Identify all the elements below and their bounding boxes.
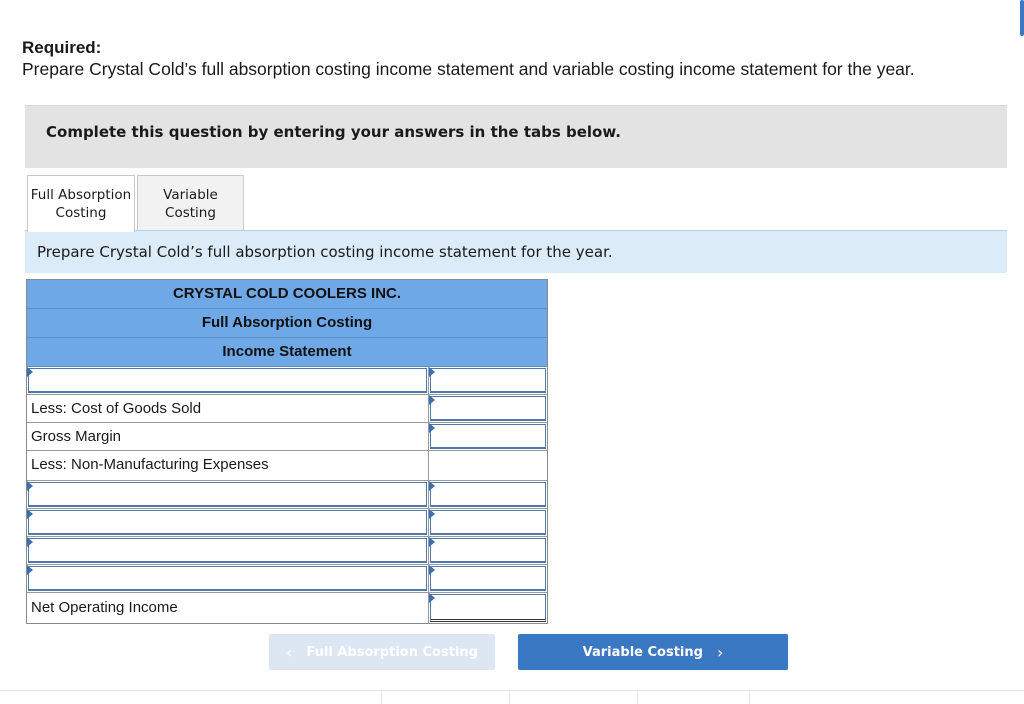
row-label: Less: Non-Manufacturing Expenses [27, 451, 429, 480]
scroll-indicator[interactable] [1020, 0, 1024, 36]
company-name-header: CRYSTAL COLD COOLERS INC. [27, 280, 547, 309]
input-marker-icon [429, 509, 435, 519]
amount-input[interactable] [429, 367, 547, 394]
tab-label: Full Absorption Costing [30, 187, 132, 221]
expense-amount-input[interactable] [429, 565, 547, 592]
chevron-right-icon: › [716, 642, 724, 662]
input-marker-icon [429, 423, 435, 433]
statement-row [27, 481, 547, 509]
footer-divider-tick [509, 691, 510, 704]
cost-of-goods-sold-input[interactable] [429, 395, 547, 422]
row-label: Net Operating Income [27, 593, 429, 623]
statement-row [27, 451, 547, 481]
footer-divider-tick [637, 691, 638, 704]
footer-divider-tick [749, 691, 750, 704]
empty-amount-cell [429, 451, 547, 480]
statement-row [27, 593, 547, 623]
required-heading: Required: [22, 38, 102, 57]
input-marker-icon [429, 367, 435, 377]
expense-amount-input[interactable] [429, 481, 547, 508]
statement-row [27, 509, 547, 537]
instruction-box [25, 105, 1007, 168]
expense-amount-input[interactable] [429, 537, 547, 564]
prompt-text: Prepare Crystal Cold’s full absorption costing income statement for the year. [37, 243, 613, 261]
row-label: Gross Margin [27, 423, 429, 450]
chevron-left-icon: ‹ [286, 642, 293, 662]
dropdown-marker-icon [27, 481, 33, 491]
statement-row [27, 537, 547, 565]
input-marker-icon [429, 395, 435, 405]
dropdown-marker-icon [27, 509, 33, 519]
tab-full-absorption-costing[interactable] [27, 175, 135, 232]
previous-tab-label: Full Absorption Costing [306, 644, 478, 660]
tab-label: Variable Costing [163, 187, 218, 221]
tab-variable-costing[interactable] [137, 175, 244, 231]
expense-label-dropdown[interactable] [27, 565, 429, 592]
income-statement-table [26, 279, 548, 624]
expense-label-dropdown[interactable] [27, 481, 429, 508]
dropdown-marker-icon [27, 565, 33, 575]
footer-divider-tick [381, 691, 382, 704]
instruction-text: Complete this question by entering your answers in the tabs below. [46, 123, 621, 141]
statement-row [27, 423, 547, 451]
costing-method-header: Full Absorption Costing [27, 309, 547, 338]
gross-margin-input[interactable] [429, 423, 547, 450]
dropdown-marker-icon [27, 537, 33, 547]
statement-row [27, 395, 547, 423]
next-tab-label: Variable Costing [582, 644, 703, 660]
line-item-label-dropdown[interactable] [27, 367, 429, 394]
dropdown-marker-icon [27, 367, 33, 377]
footer-divider [0, 690, 1024, 691]
input-marker-icon [429, 565, 435, 575]
statement-row [27, 565, 547, 593]
input-marker-icon [429, 481, 435, 491]
expense-amount-input[interactable] [429, 509, 547, 536]
statement-title-header: Income Statement [27, 338, 547, 367]
prompt-bar [25, 230, 1007, 273]
previous-tab-button[interactable] [269, 634, 495, 670]
net-operating-income-input[interactable] [429, 593, 547, 623]
next-tab-button[interactable] [518, 634, 788, 670]
input-marker-icon [429, 593, 435, 603]
expense-label-dropdown[interactable] [27, 509, 429, 536]
statement-row [27, 367, 547, 395]
required-text: Prepare Crystal Cold’s full absorption costing income statement and variable costing income statement for the year. [22, 59, 915, 79]
expense-label-dropdown[interactable] [27, 537, 429, 564]
input-marker-icon [429, 537, 435, 547]
row-label: Less: Cost of Goods Sold [27, 395, 429, 422]
